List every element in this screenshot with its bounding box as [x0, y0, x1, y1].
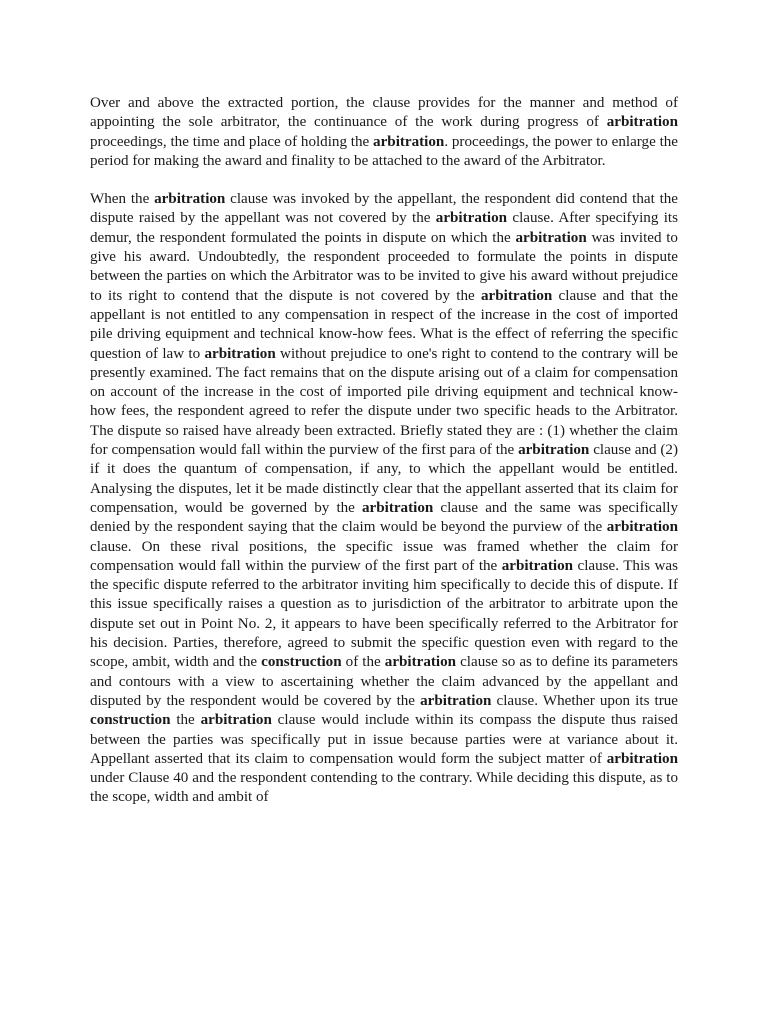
- paragraph: [90, 94, 678, 171]
- keyword-highlight: arbitration: [606, 114, 678, 131]
- keyword-highlight: arbitration: [481, 287, 553, 304]
- text-segment: clause would include within its compass the dispute thus raised between the parties was specifically put in issue because parties were at variance about it. Appellant asserted that its claim to compensation would form the subject matter of: [90, 712, 678, 767]
- text-segment: clause. On these rival positions, the specific issue was framed whether the claim for compensation would fall within the purview of the first part of the: [90, 538, 678, 574]
- keyword-highlight: arbitration: [606, 750, 678, 767]
- keyword-highlight: arbitration: [384, 654, 457, 671]
- keyword-highlight: arbitration: [501, 557, 574, 574]
- text-segment: of the: [341, 654, 385, 671]
- paragraph: [90, 190, 678, 808]
- keyword-highlight: arbitration: [420, 692, 492, 709]
- keyword-highlight: arbitration: [435, 210, 508, 227]
- text-segment: When the: [90, 191, 155, 208]
- text-segment: under Clause 40 and the respondent contending to the contrary. While deciding this dispute, as to the scope, width and ambit of: [90, 770, 678, 806]
- keyword-highlight: arbitration: [200, 712, 272, 729]
- text-segment: clause was invoked by the appellant, the respondent did contend that the dispute raised by the appellant was not covered by the: [90, 191, 679, 227]
- text-segment: clause. After specifying its demur, the respondent formulated the points in dispute on which the: [90, 210, 678, 246]
- text-segment: clause so as to define its parameters and contours with a view to ascertaining whether the claim advanced by the appellant and disputed by the respondent would be covered by the: [90, 654, 678, 709]
- keyword-highlight: construction: [261, 654, 342, 671]
- keyword-highlight: arbitration: [362, 499, 434, 516]
- keyword-highlight: arbitration: [518, 442, 590, 459]
- keyword-highlight: arbitration: [606, 519, 678, 536]
- text-segment: clause. Whether upon its true: [491, 692, 679, 709]
- text-segment: Over and above the extracted portion, the clause provides for the manner and method of appointing the sole arbitrator, the continuance of the work during progress of: [90, 95, 678, 131]
- text-segment: . proceedings, the power to enlarge the period for making the award and finality to be attached to the award of the Arbitrator.: [90, 133, 679, 169]
- text-segment: was invited to give his award. Undoubtedly, the respondent proceeded to formulate the points in dispute between the parties on which the Arbitrator was to be invited to give his award without prejudice to its right to contend that the dispute is not covered by the: [90, 229, 678, 304]
- keyword-highlight: arbitration: [373, 133, 445, 150]
- text-segment: clause and the same was specifically denied by the respondent saying that the claim would be beyond the purview of the: [90, 499, 678, 536]
- text-segment: without prejudice to one's right to contend to the contrary will be presently examined. The fact remains that on the dispute arising out of a claim for compensation on account of the increase in the cost of imported pile driving equipment and technical know-how fees, the respondent agreed to refer the dispute under two specific heads to the Arbitrator. The dispute so raised have already been extracted. Briefly stated they are : (1) whether the claim for compensation would fall within the purview of the first para of the: [90, 345, 678, 459]
- keyword-highlight: arbitration: [515, 229, 587, 246]
- keyword-highlight: arbitration: [154, 191, 226, 208]
- text-segment: clause and (2) if it does the quantum of compensation, if any, to which the appellant would be entitled. Analysing the disputes, let it be made distinctly clear that the appellant asserted that its claim for compensation, would be governed by the: [90, 442, 678, 516]
- text-segment: proceedings, the time and place of holding the: [90, 133, 374, 150]
- text-segment: the: [170, 712, 201, 729]
- document-page: [90, 94, 678, 808]
- keyword-highlight: arbitration: [204, 345, 276, 362]
- text-segment: clause and that the appellant is not entitled to any compensation in respect of the increase in the cost of imported pile driving equipment and technical know-how fees. What is the effect of referring the specific question of law to: [90, 287, 678, 362]
- text-segment: clause. This was the specific dispute referred to the arbitrator inviting him specifically to decide this of dispute. If this issue specifically raises a question as to jurisdiction of the arbitrator to arbitrate upon the dispute set out in Point No. 2, it appears to have been specifically referred to the Arbitrator for his decision. Parties, therefore, agreed to submit the specific question even with regard to the scope, ambit, width and the: [90, 557, 678, 671]
- keyword-highlight: construction: [90, 712, 171, 729]
